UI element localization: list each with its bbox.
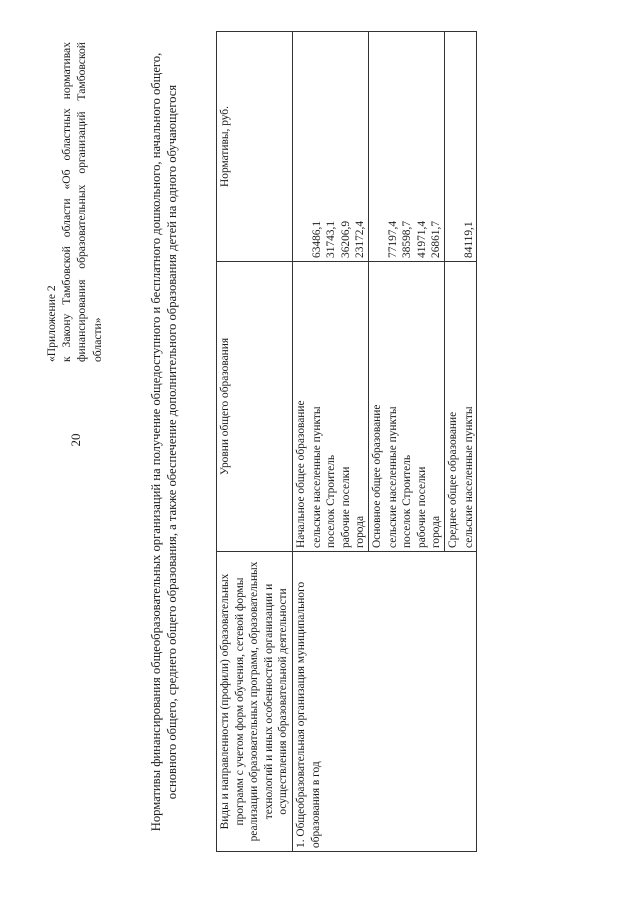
row-label-cell: 1. Общеобразовательная организация муниципального образования в год <box>292 552 476 852</box>
value-cell: 63486,1 <box>310 32 325 262</box>
value-cell <box>444 32 461 262</box>
header-education-levels: Уровни общего образования <box>217 262 293 552</box>
standards-table <box>216 31 477 852</box>
value-cell: 84119,1 <box>462 32 477 262</box>
area-cell: поселок Строитель <box>400 262 415 552</box>
area-cell: поселок Строитель <box>324 262 339 552</box>
value-cell: 26861,7 <box>429 32 444 262</box>
area-cell: сельские населенные пункты <box>310 262 325 552</box>
area-cell: рабочие поселки <box>339 262 354 552</box>
level-cell: Основное общее образование <box>368 262 385 552</box>
value-cell: 23172,4 <box>353 32 368 262</box>
value-cell: 41971,4 <box>415 32 430 262</box>
area-cell: рабочие поселки <box>415 262 430 552</box>
value-cell: 36206,9 <box>339 32 354 262</box>
table-header-row <box>217 32 293 852</box>
area-cell: сельские населенные пункты <box>386 262 401 552</box>
value-cell: 77197,4 <box>386 32 401 262</box>
area-cell: сельские населенные пункты <box>462 262 477 552</box>
level-cell: Среднее общее образование <box>444 262 461 552</box>
level-cell: Начальное общее образование <box>292 262 309 552</box>
page-number: 20 <box>68 433 83 447</box>
value-cell: 31743,1 <box>324 32 339 262</box>
value-cell <box>292 32 309 262</box>
table-row <box>292 32 309 852</box>
header-program-types: Виды и направленности (профили) образовательных программ с учетом форм обучения, сетевой формы реализации образовательных программ, образовательных технологий и иных особенностей организации и осуществления образовательной деятельности <box>217 552 293 852</box>
area-cell: города <box>429 262 444 552</box>
document-title: Нормативы финансирования общеобразовательных организаций на получение общедоступного и бесплатного дошкольного, начального общего, основного общего, среднего общего образования, а также обеспечение дополнительного образования детей на одного обучающегося <box>149 52 179 832</box>
appendix-text: к Закону Тамбовской области «Об областных нормативах финансирования образовательных организаций Тамбовской области» <box>60 42 104 362</box>
header-standards: Нормативы, руб. <box>217 32 293 262</box>
rotated-document <box>40 2 540 882</box>
area-cell: города <box>353 262 368 552</box>
value-cell <box>368 32 385 262</box>
appendix-header <box>44 42 105 362</box>
value-cell: 38598,7 <box>400 32 415 262</box>
appendix-label: «Приложение 2 <box>45 285 58 362</box>
